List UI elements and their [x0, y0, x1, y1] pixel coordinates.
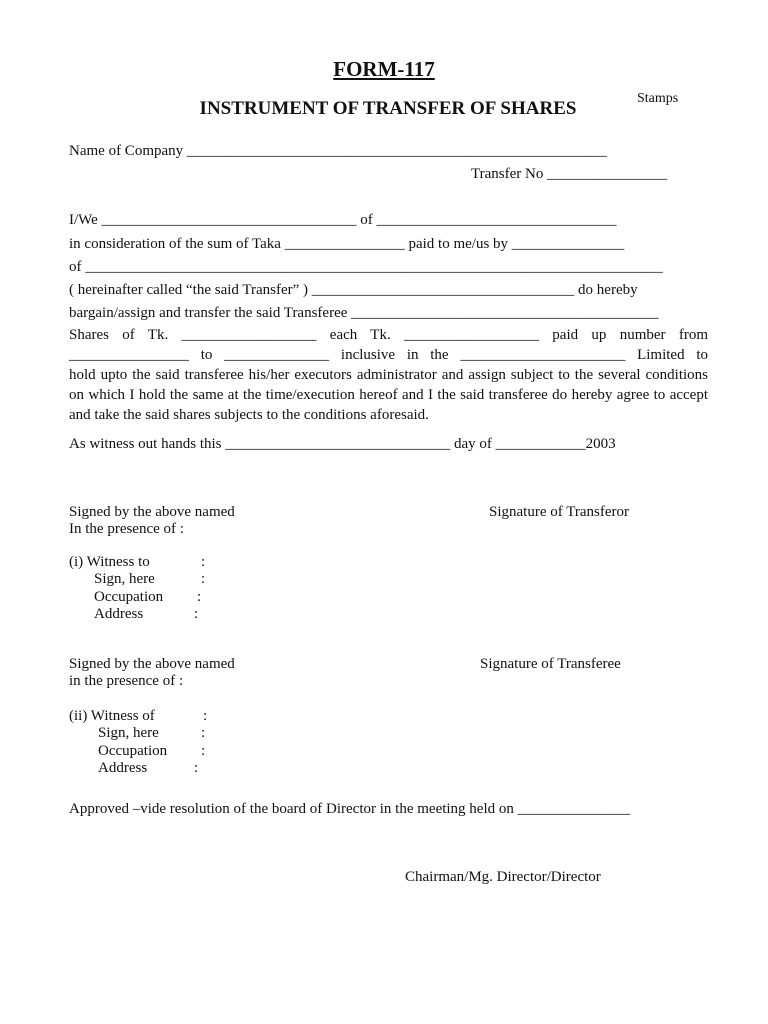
colon: :: [201, 743, 206, 759]
colon: :: [201, 725, 206, 741]
colon: :: [201, 554, 206, 570]
transfer-no-field: Transfer No ________________: [471, 166, 668, 182]
transferee-presence-label: in the presence of :: [69, 673, 184, 689]
form-subtitle: INSTRUMENT OF TRANSFER OF SHARES: [199, 98, 577, 119]
consideration-line: in consideration of the sum of Taka ________________ paid to me/us by _______________: [69, 236, 625, 252]
transferor-address-label: Address: [94, 606, 144, 622]
bargain-line: bargain/assign and transfer the said Transferee _________________________________________: [69, 305, 659, 321]
form-title: FORM-117: [333, 57, 435, 81]
chairman-signature-label: Chairman/Mg. Director/Director: [405, 869, 601, 885]
transferor-sign-label: Sign, here: [94, 571, 155, 587]
colon: :: [194, 606, 199, 622]
transferor-signed-label: Signed by the above named: [69, 504, 235, 520]
transferor-presence-label: In the presence of :: [69, 521, 184, 537]
transferee-sign-label: Sign, here: [98, 725, 159, 741]
shares-line: Shares of Tk. __________________ each Tk. __________________ paid up number from: [69, 327, 708, 343]
colon: :: [194, 760, 199, 776]
transferee-witness-label: (ii) Witness of: [69, 708, 155, 724]
stamps-label: Stamps: [637, 91, 679, 106]
transferee-signed-label: Signed by the above named: [69, 656, 235, 672]
transferee-occupation-label: Occupation: [98, 743, 168, 759]
transferor-signature-label: Signature of Transferor: [489, 504, 629, 520]
approval-line: Approved –vide resolution of the board of Director in the meeting held on _______________: [69, 801, 631, 817]
share-range-line: ________________ to ______________ inclusive in the ______________________ Limited to: [69, 347, 708, 363]
company-name-field: Name of Company ________________________________________________________: [69, 143, 607, 159]
of-line: of _____________________________________________________________________________: [69, 259, 663, 275]
conditions-paragraph: hold upto the said transferee his/her executors administrator and assign subject to the several conditions on which I hold the same at the time/execution hereof and I the said transferee do hereby agree to accept and take the said shares subjects to the conditions aforesaid.: [69, 367, 708, 423]
colon: :: [197, 589, 202, 605]
colon: :: [203, 708, 208, 724]
transferor-occupation-label: Occupation: [94, 589, 164, 605]
transferee-address-label: Address: [98, 760, 148, 776]
transferor-name-line: I/We __________________________________ of ________________________________: [69, 212, 617, 228]
transferee-signature-label: Signature of Transferee: [480, 656, 621, 672]
hereinafter-line: ( hereinafter called “the said Transfer” ) ___________________________________ do hereby: [69, 282, 638, 298]
colon: :: [201, 571, 206, 587]
transferor-witness-label: (i) Witness to: [69, 554, 150, 570]
witness-hands-line: As witness out hands this ______________________________ day of ____________2003: [69, 436, 616, 452]
